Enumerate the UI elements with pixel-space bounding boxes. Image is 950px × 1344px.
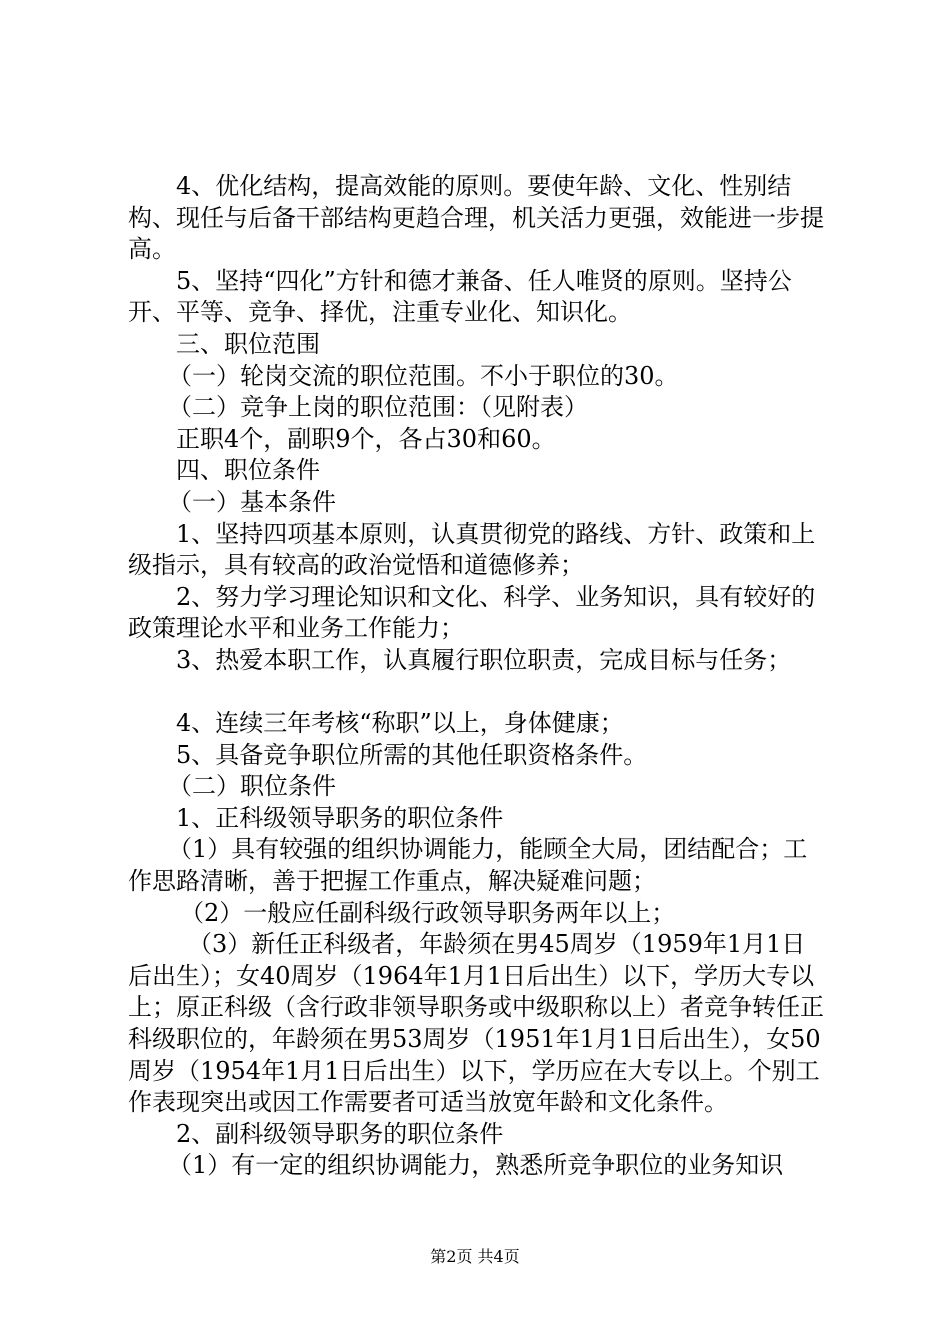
paragraph-basic-condition-5: 5、具备竞争职位所需的其他任职资格条件。 xyxy=(176,740,648,769)
blank-line xyxy=(128,677,828,709)
paragraph-basic-condition-3: 3、热爱本职工作，认真履行职位职责，完成目标与任务； xyxy=(176,645,792,674)
heading-position-scope: 三、职位范围 xyxy=(176,329,320,358)
paragraph-deputy-chief-1: （1）有一定的组织协调能力，熟悉所竞争职位的业务知识 xyxy=(168,1151,784,1180)
paragraph-section-chief-1: （1）具有较强的组织协调能力，能顾全大局，团结配合；工作思路清晰，善于把握工作重点，解决疑难问题； xyxy=(128,835,808,896)
paragraph-principle-5: 5、坚持“四化”方针和德才兼备、任人唯贤的原则。坚持公开、平等、竞争、择优，注重专业化、知识化。 xyxy=(128,266,792,327)
paragraph-position-count: 正职4个，副职9个，各占30和60。 xyxy=(176,424,556,453)
paragraph-basic-condition-1: 1、坚持四项基本原则，认真贯彻党的路线、方针、政策和上级指示，具有较高的政治觉悟和道德修养； xyxy=(128,519,816,580)
document-body xyxy=(128,171,828,1182)
paragraph-principle-4: 4、优化结构，提高效能的原则。要使年龄、文化、性别结构、现任与后备干部结构更趋合理，机关活力更强，效能进一步提高。 xyxy=(128,172,824,264)
heading-position-conditions: 四、职位条件 xyxy=(176,456,320,485)
paragraph-basic-condition-2: 2、努力学习理论知识和文化、科学、业务知识，具有较好的政策理论水平和业务工作能力； xyxy=(128,582,816,643)
paragraph-competition-scope: （二）竞争上岗的职位范围：（见附表） xyxy=(168,393,588,422)
paragraph-rotation-scope: （一）轮岗交流的职位范围。不小于职位的30。 xyxy=(168,361,679,390)
heading-job-conditions: （二）职位条件 xyxy=(168,772,336,801)
paragraph-section-chief-3: （3）新任正科级者，年龄须在男45周岁（1959年1月1日后出生）；女40周岁（1964年1月1日后出生）以下，学历大专以上；原正科级（含行政非领导职务或中级职称以上）者竞争转任正科级职位的，年龄须在男53周岁（1951年1月1日后出生），女50周岁（1954年1月1日后出生）以下，学历应在大专以上。个别工作表现突出或因工作需要者可适当放宽年龄和文化条件。 xyxy=(128,930,824,1117)
page-footer: 第2页 共4页 xyxy=(430,1247,520,1266)
paragraph-basic-condition-4: 4、连续三年考核“称职”以上，身体健康； xyxy=(176,709,624,738)
heading-section-chief-conditions: 1、正科级领导职务的职位条件 xyxy=(176,803,504,832)
heading-deputy-chief-conditions: 2、副科级领导职务的职位条件 xyxy=(176,1119,504,1148)
heading-basic-conditions: （一）基本条件 xyxy=(168,487,336,516)
paragraph-section-chief-2: （2）一般应任副科级行政领导职务两年以上； xyxy=(180,898,676,927)
